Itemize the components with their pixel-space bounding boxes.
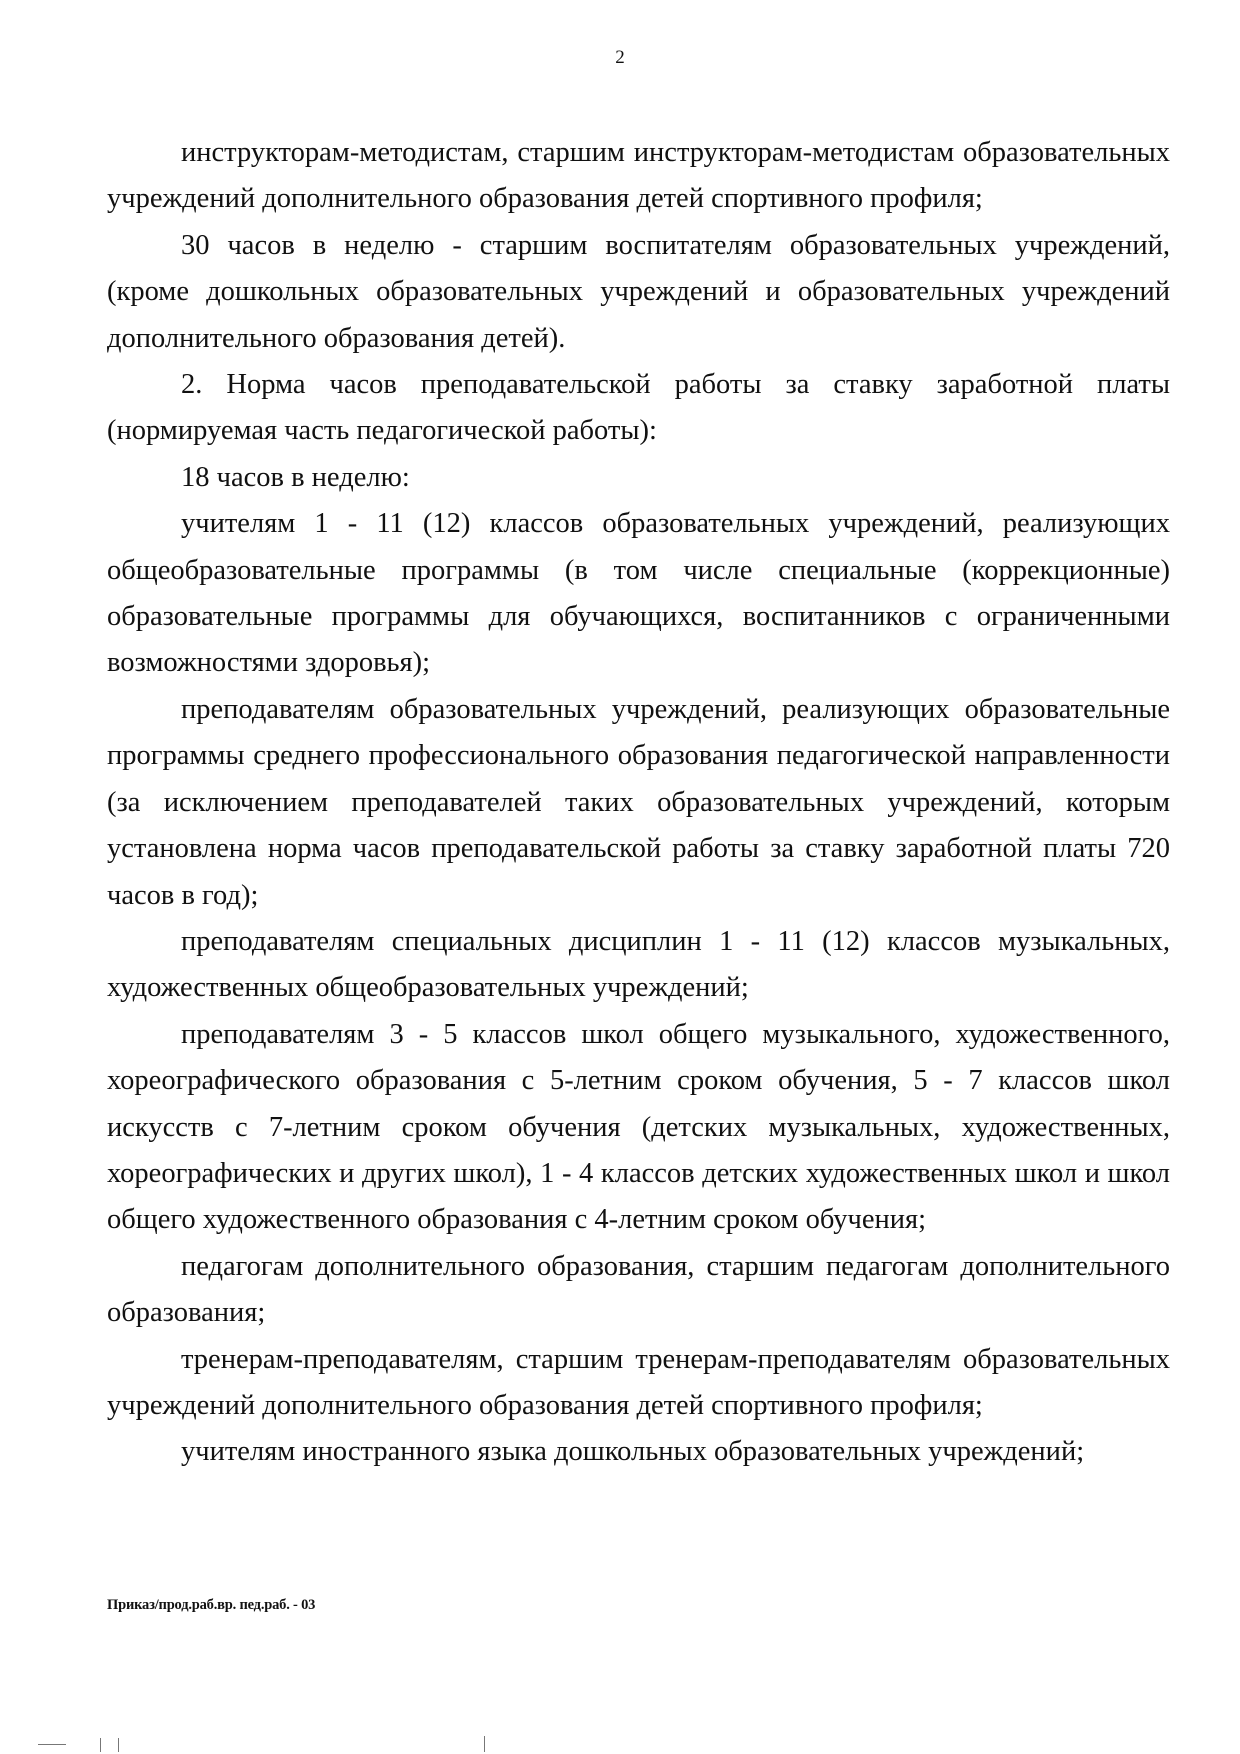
scan-speck: [118, 1738, 119, 1752]
paragraph-art-schools: преподавателям 3 - 5 классов школ общего музыкального, художественного, хореографического образования с 5-летним сроком обучения, 5 - 7 классов школ искусств с 7-летним сроком обучения (детских музыкальных, художественных, хореографических и других школ), 1 - 4 классов детских художественных школ и школ общего художественного образования с 4-летним сроком обучения;: [107, 1018, 1170, 1236]
paragraph-foreign-language: учителям иностранного языка дошкольных образовательных учреждений;: [181, 1436, 1085, 1468]
scan-speck: [38, 1744, 66, 1745]
paragraph-instructors: инструкторам-методистам, старшим инструкторам-методистам образовательных учреждений дополнительного образования детей спортивного профиля;: [107, 137, 1170, 215]
document-body: [107, 130, 1170, 1476]
paragraph-teachers-1-11: учителям 1 - 11 (12) классов образовательных учреждений, реализующих общеобразовательные программы (в том числе специальные (коррекционные) образовательные программы для обучающихся, воспитанников с ограниченными возможностями здоровья);: [107, 508, 1170, 679]
paragraph-teaching-norm: 2. Норма часов преподавательской работы за ставку заработной платы (нормируемая часть педагогической работы):: [107, 369, 1170, 447]
scan-speck: [100, 1738, 101, 1752]
paragraph-special-disciplines: преподавателям специальных дисциплин 1 - 11 (12) классов музыкальных, художественных общеобразовательных учреждений;: [107, 925, 1170, 1004]
page-number: 2: [615, 47, 625, 68]
paragraph-coaches: тренерам-преподавателям, старшим тренерам-преподавателям образовательных учреждений дополнительного образования детей спортивного профиля;: [107, 1343, 1170, 1421]
footer-document-code: Приказ/прод.раб.вр. пед.раб. - 03: [107, 1597, 316, 1613]
paragraph-vocational-teachers: преподавателям образовательных учреждений, реализующих образовательные программы среднего профессионального образования педагогической направленности (за исключением преподавателей таких образовательных учреждений, которым установлена норма часов преподавательской работы за ставку заработной платы 720 часов в год);: [107, 693, 1170, 911]
scan-speck: [484, 1736, 485, 1752]
paragraph-30-hours: 30 часов в неделю - старшим воспитателям образовательных учреждений, (кроме дошкольных образовательных учреждений и образовательных учреждений дополнительного образования детей).: [107, 229, 1170, 354]
paragraph-18-hours: 18 часов в неделю:: [181, 461, 410, 493]
paragraph-additional-education: педагогам дополнительного образования, старшим педагогам дополнительного образования;: [107, 1250, 1170, 1329]
